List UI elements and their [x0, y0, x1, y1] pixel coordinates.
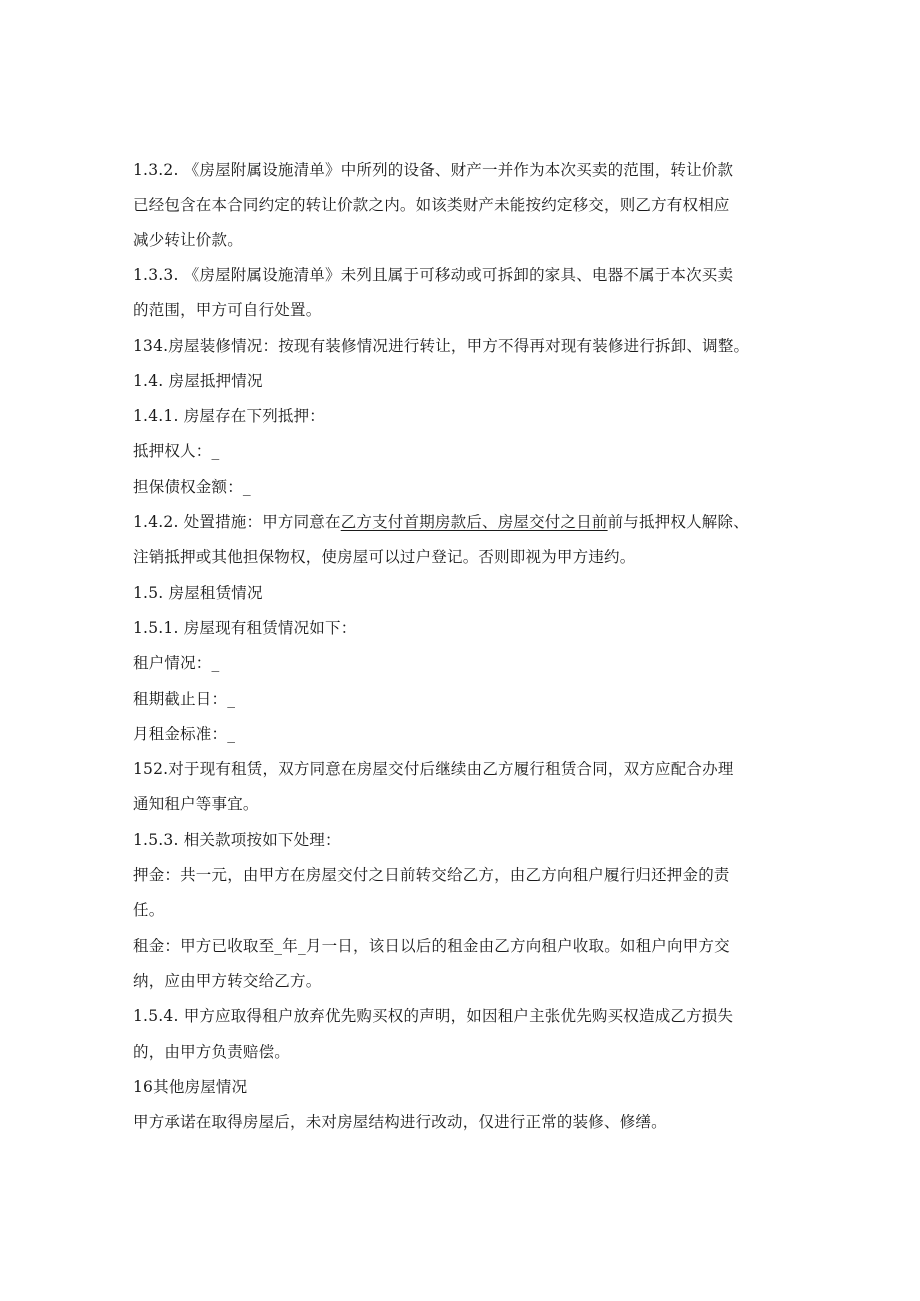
- clause-1-5-4-line-1: 1.5.4. 甲方应取得租户放弃优先购买权的声明，如因租户主张优先购买权造成乙方损失: [133, 1007, 734, 1025]
- clause-1-5-4-line-2: 的，由甲方负责赔偿。: [133, 1043, 291, 1061]
- clause-1-5-3-line: 1.5.3. 相关款项按如下处理：: [133, 831, 341, 849]
- rent-line-1: 租金：甲方已收取至_年_月一日，该日以后的租金由乙方向租户收取。如租户向甲方交: [133, 937, 730, 955]
- monthly-rent-field: 月租金标准：_: [133, 725, 236, 743]
- clause-1-3-4-line: 134.房屋装修情况：按现有装修情况进行转让，甲方不得再对现有装修进行拆卸、调整。: [133, 337, 750, 355]
- clause-1-5-1-line: 1.5.1. 房屋现有租赁情况如下：: [133, 619, 357, 637]
- section-1-4-heading: 1.4. 房屋抵押情况: [133, 372, 263, 390]
- clause-1-5-2-line-1: 152.对于现有租赁，双方同意在房屋交付后继续由乙方履行租赁合同，双方应配合办理: [133, 760, 734, 778]
- deposit-line-1: 押金：共一元，由甲方在房屋交付之日前转交给乙方，由乙方向租户履行归还押金的责: [133, 866, 730, 884]
- rent-line-2: 纳，应由甲方转交给乙方。: [133, 972, 322, 990]
- lease-end-date-field: 租期截止日：_: [133, 690, 236, 708]
- tenant-info-field: 租户情况：_: [133, 654, 220, 672]
- deposit-line-2: 任。: [133, 901, 165, 919]
- clause-1-3-3-line-1: 1.3.3. 《房屋附属设施清单》未列且属于可移动或可拆卸的家具、电器不属于本次买卖: [133, 266, 734, 284]
- clause-1-3-2-line-3: 减少转让价款。: [133, 231, 243, 249]
- section-1-6-text: 甲方承诺在取得房屋后，未对房屋结构进行改动，仅进行正常的装修、修缮。: [133, 1113, 667, 1131]
- clause-1-3-2-line-1: 1.3.2. 《房屋附属设施清单》中所列的设备、财产一并作为本次买卖的范围，转让价款: [133, 161, 734, 179]
- clause-1-4-2-underlined-deadline: 乙方支付首期房款后、房屋交付之日前: [340, 513, 608, 531]
- clause-1-4-2-line-2: 注销抵押或其他担保物权，使房屋可以过户登记。否则即视为甲方违约。: [133, 548, 636, 566]
- section-1-6-heading: 16其他房屋情况: [133, 1078, 248, 1096]
- section-1-5-heading: 1.5. 房屋租赁情况: [133, 584, 263, 602]
- clause-1-4-1-line: 1.4.1. 房屋存在下列抵押：: [133, 407, 325, 425]
- clause-1-4-2-line-1: [133, 512, 813, 532]
- clause-1-4-2-text-after: 前与抵押权人解除、: [607, 513, 749, 531]
- clause-1-5-2-line-2: 通知租户等事宜。: [133, 795, 259, 813]
- mortgagee-field: 抵押权人：_: [133, 442, 220, 460]
- clause-1-3-2-line-2: 已经包含在本合同约定的转让价款之内。如该类财产未能按约定移交，则乙方有权相应: [133, 196, 730, 214]
- secured-amount-field: 担保债权金额：_: [133, 478, 251, 496]
- clause-1-4-2-text-before: 1.4.2. 处置措施：甲方同意在: [133, 513, 341, 531]
- clause-1-3-3-line-2: 的范围，甲方可自行处置。: [133, 301, 322, 319]
